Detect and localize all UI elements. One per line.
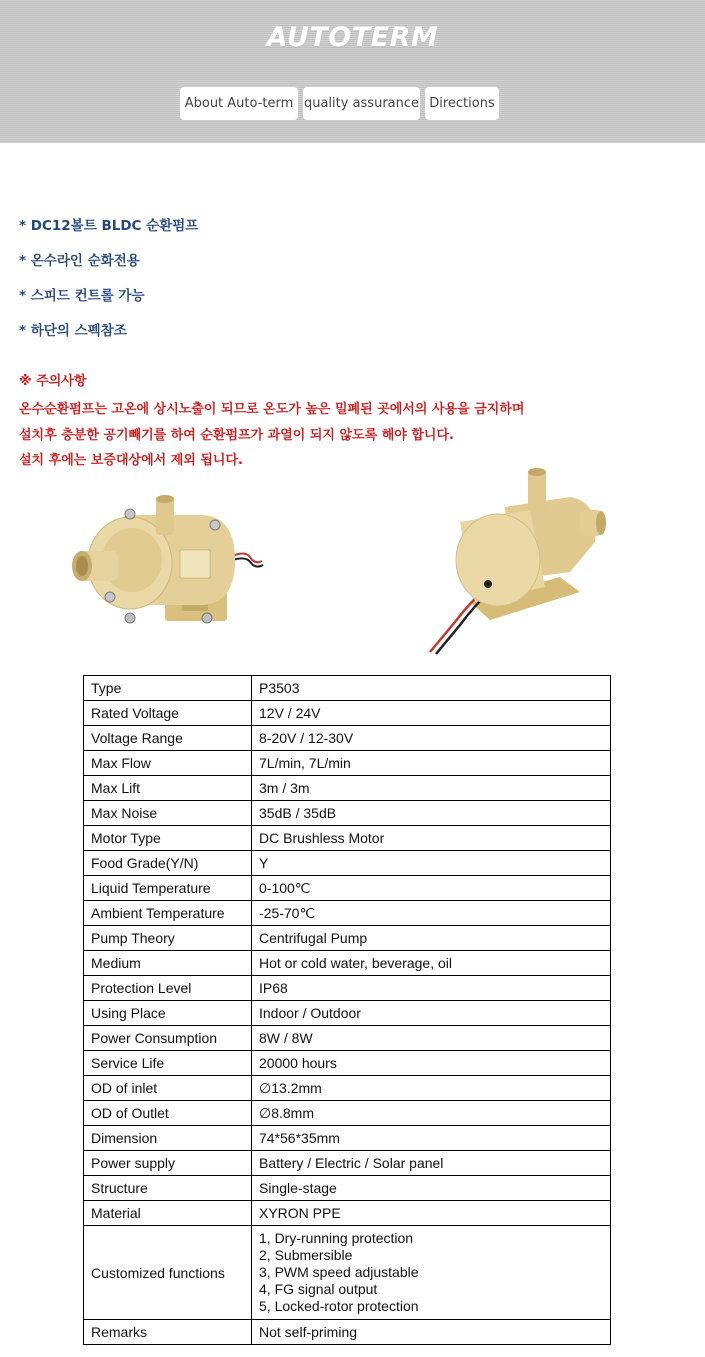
spec-row — [84, 801, 611, 826]
spec-value: Single-stage — [252, 1176, 611, 1201]
spec-label: Customized functions — [84, 1226, 252, 1320]
spec-label: Food Grade(Y/N) — [84, 851, 252, 876]
spec-row — [84, 876, 611, 901]
spec-value: ∅13.2mm — [252, 1076, 611, 1101]
spec-row — [84, 901, 611, 926]
caution-line: 온수순환펌프는 고온에 상시노출이 되므로 온도가 높은 밀폐된 곳에서의 사용을 금지하며 — [19, 402, 525, 417]
spec-value: IP68 — [252, 976, 611, 1001]
top-nav — [0, 87, 705, 120]
spec-label: Liquid Temperature — [84, 876, 252, 901]
spec-value: 12V / 24V — [252, 701, 611, 726]
spec-value: ∅8.8mm — [252, 1101, 611, 1126]
spec-label: Material — [84, 1201, 252, 1226]
spec-row — [84, 1126, 611, 1151]
spec-value: Battery / Electric / Solar panel — [252, 1151, 611, 1176]
spec-row — [84, 701, 611, 726]
spec-table — [83, 675, 611, 1345]
spec-value: Centrifugal Pump — [252, 926, 611, 951]
spec-label: Structure — [84, 1176, 252, 1201]
spec-row — [84, 1201, 611, 1226]
feature-item: * DC12볼트 BLDC 순환펌프 — [19, 218, 199, 234]
spec-value: 7L/min, 7L/min — [252, 751, 611, 776]
caution-title: ※ 주의사항 — [19, 374, 87, 389]
spec-row — [84, 826, 611, 851]
spec-label: Max Lift — [84, 776, 252, 801]
spec-label: Power Consumption — [84, 1026, 252, 1051]
spec-row — [84, 676, 611, 701]
spec-value: Y — [252, 851, 611, 876]
spec-label: Rated Voltage — [84, 701, 252, 726]
spec-value: 8W / 8W — [252, 1026, 611, 1051]
spec-label: OD of inlet — [84, 1076, 252, 1101]
spec-value: 3m / 3m — [252, 776, 611, 801]
spec-row-custom — [84, 1226, 611, 1320]
spec-row — [84, 726, 611, 751]
spec-row — [84, 751, 611, 776]
spec-row — [84, 776, 611, 801]
spec-row-remarks — [84, 1320, 611, 1345]
spec-label: Pump Theory — [84, 926, 252, 951]
spec-value: 35dB / 35dB — [252, 801, 611, 826]
spec-value: 8-20V / 12-30V — [252, 726, 611, 751]
spec-value: Hot or cold water, beverage, oil — [252, 951, 611, 976]
custom-function-item: 5, Locked-rotor protection — [259, 1298, 419, 1314]
spec-label: Type — [84, 676, 252, 701]
spec-row — [84, 976, 611, 1001]
site-logo[interactable]: AUTOTERM — [266, 22, 439, 53]
spec-value: 20000 hours — [252, 1051, 611, 1076]
spec-value: Not self-priming — [252, 1320, 611, 1345]
spec-label: Medium — [84, 951, 252, 976]
custom-functions-list — [252, 1226, 611, 1320]
feature-item: * 하단의 스펙참조 — [19, 323, 127, 339]
spec-value: Indoor / Outdoor — [252, 1001, 611, 1026]
spec-value: 0-100℃ — [252, 876, 611, 901]
spec-row — [84, 1151, 611, 1176]
spec-label: Protection Level — [84, 976, 252, 1001]
spec-label: Remarks — [84, 1320, 252, 1345]
feature-item: * 스피드 컨트롤 가능 — [19, 288, 145, 304]
nav-directions-button[interactable]: Directions — [425, 87, 499, 120]
spec-row — [84, 1026, 611, 1051]
spec-label: Service Life — [84, 1051, 252, 1076]
spec-label: Dimension — [84, 1126, 252, 1151]
caution-line: 설치후 충분한 공기빼기를 하여 순환펌프가 과열이 되지 않도록 해야 합니다. — [19, 428, 454, 443]
custom-function-item: 3, PWM speed adjustable — [259, 1264, 419, 1280]
spec-label: Ambient Temperature — [84, 901, 252, 926]
spec-row — [84, 851, 611, 876]
spec-value: DC Brushless Motor — [252, 826, 611, 851]
header-banner — [0, 0, 705, 143]
nav-about-button[interactable]: About Auto-term — [180, 87, 298, 120]
custom-function-item: 4, FG signal output — [259, 1281, 378, 1297]
spec-label: Max Flow — [84, 751, 252, 776]
spec-label: Power supply — [84, 1151, 252, 1176]
spec-value: P3503 — [252, 676, 611, 701]
custom-function-item: 1, Dry-running protection — [259, 1230, 414, 1246]
spec-label: Using Place — [84, 1001, 252, 1026]
spec-row — [84, 1101, 611, 1126]
custom-function-item: 2, Submersible — [259, 1247, 353, 1263]
spec-row — [84, 1076, 611, 1101]
spec-value: -25-70℃ — [252, 901, 611, 926]
spec-label: OD of Outlet — [84, 1101, 252, 1126]
spec-row — [84, 926, 611, 951]
pump-front-image — [70, 495, 270, 635]
feature-item: * 온수라인 순화전용 — [19, 253, 140, 269]
spec-value: 74*56*35mm — [252, 1126, 611, 1151]
spec-label: Voltage Range — [84, 726, 252, 751]
spec-row — [84, 1001, 611, 1026]
spec-row — [84, 951, 611, 976]
spec-label: Motor Type — [84, 826, 252, 851]
spec-row — [84, 1051, 611, 1076]
spec-label: Max Noise — [84, 801, 252, 826]
caution-line: 설치 후에는 보증대상에서 제외 됩니다. — [19, 453, 243, 468]
nav-quality-button[interactable]: quality assurance — [303, 87, 420, 120]
pump-rear-image — [410, 462, 610, 662]
spec-value: XYRON PPE — [252, 1201, 611, 1226]
spec-row — [84, 1176, 611, 1201]
